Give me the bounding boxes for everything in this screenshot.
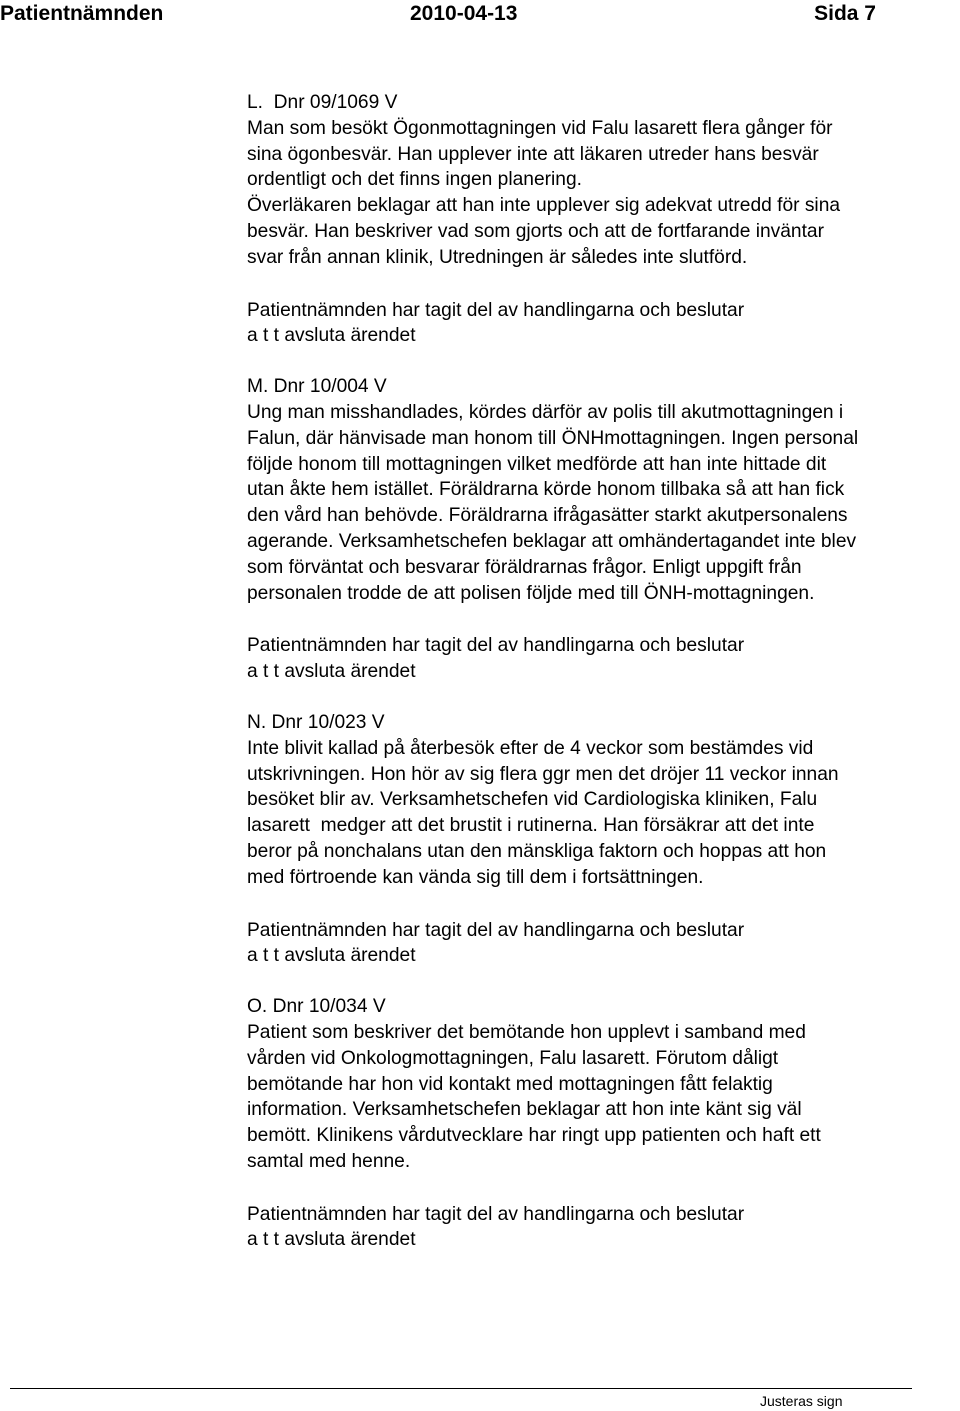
- header-page-number: Sida 7: [814, 2, 876, 25]
- decision-outcome: a t t avsluta ärendet: [247, 945, 416, 967]
- case-text-line: Falun, där hänvisade man honom till ÖNHmottagningen. Ingen personal: [247, 427, 859, 449]
- case-text-line: personalen trodde de att polisen följde med till ÖNH-mottagningen.: [247, 582, 815, 604]
- case-text-line: beror på nonchalans utan den mänskliga faktorn och hoppas att hon: [247, 840, 827, 862]
- case-id: O. Dnr 10/034 V: [247, 996, 386, 1018]
- case-decision: [247, 1202, 959, 1254]
- case-text-line: utan åkte hem istället. Föräldrarna körde honom tillbaka så att han fick: [247, 479, 845, 501]
- signature-line: [10, 1388, 912, 1389]
- decision-text: Patientnämnden har tagit del av handlingarna och beslutar: [247, 635, 745, 657]
- case-entry: [247, 710, 959, 891]
- case-text-line: ordentligt och det finns ingen planering.: [247, 169, 582, 191]
- case-text-line: Ung man misshandlades, kördes därför av polis till akutmottagningen i: [247, 401, 844, 423]
- case-text-line: Patient som beskriver det bemötande hon upplevt i samband med: [247, 1021, 806, 1043]
- case-decision: [247, 633, 959, 685]
- case-entry: [247, 90, 959, 271]
- case-text-line: information. Verksamhetschefen beklagar att hon inte känt sig väl: [247, 1099, 802, 1121]
- signature-label: Justeras sign: [760, 1393, 843, 1409]
- header-organization: Patientnämnden: [0, 2, 164, 25]
- case-text-line: svar från annan klinik, Utredningen är således inte slutförd.: [247, 246, 748, 268]
- decision-text: Patientnämnden har tagit del av handlingarna och beslutar: [247, 919, 745, 941]
- case-text-line: bemött. Klinikens vårdutvecklare har ringt upp patienten och haft ett: [247, 1125, 821, 1147]
- case-text-line: Överläkaren beklagar att han inte upplever sig adekvat utredd för sina: [247, 195, 841, 217]
- decision-text: Patientnämnden har tagit del av handlingarna och beslutar: [247, 1203, 745, 1225]
- decision-outcome: a t t avsluta ärendet: [247, 325, 416, 347]
- case-decision: [247, 918, 959, 970]
- case-decision: [247, 298, 959, 350]
- case-id: L. Dnr 09/1069 V: [247, 92, 398, 113]
- case-text-line: vården vid Onkologmottagningen, Falu lasarett. Förutom dåligt: [247, 1047, 779, 1069]
- decision-outcome: a t t avsluta ärendet: [247, 1229, 416, 1251]
- case-text-line: bemötande har hon vid kontakt med mottagningen fått felaktig: [247, 1073, 773, 1095]
- header-date: 2010-04-13: [410, 2, 518, 25]
- case-text-line: som förväntat och besvarar föräldrarnas frågor. Enligt uppgift från: [247, 556, 802, 578]
- case-text-line: följde honom till mottagningen vilket medförde att han inte hittade dit: [247, 453, 827, 475]
- case-text-line: den vård han behövde. Föräldrarna ifrågasätter starkt akutpersonalens: [247, 505, 848, 527]
- document-body: [247, 90, 959, 1278]
- case-text-line: samtal med henne.: [247, 1150, 411, 1172]
- decision-text: Patientnämnden har tagit del av handlingarna och beslutar: [247, 299, 745, 321]
- case-text-line: agerande. Verksamhetschefen beklagar att omhändertagandet inte blev: [247, 530, 857, 552]
- decision-outcome: a t t avsluta ärendet: [247, 661, 416, 683]
- case-text-line: Man som besökt Ögonmottagningen vid Falu lasarett flera gånger för: [247, 117, 833, 139]
- case-text-line: sina ögonbesvär. Han upplever inte att läkaren utreder hans besvär: [247, 143, 819, 165]
- case-id: M. Dnr 10/004 V: [247, 376, 387, 398]
- page-header: [0, 2, 960, 30]
- case-text-line: utskrivningen. Hon hör av sig flera ggr men det dröjer 11 veckor innan: [247, 763, 839, 785]
- case-text-line: besöket blir av. Verksamhetschefen vid Cardiologiska kliniken, Falu: [247, 789, 818, 811]
- case-text-line: lasarett medger att det brustit i rutinerna. Han försäkrar att det inte: [247, 815, 815, 837]
- case-id: N. Dnr 10/023 V: [247, 711, 385, 733]
- case-text-line: Inte blivit kallad på återbesök efter de 4 veckor som bestämdes vid: [247, 737, 814, 759]
- case-text-line: med förtroende kan vända sig till dem i fortsättningen.: [247, 866, 704, 888]
- case-entry: [247, 374, 959, 606]
- case-text-line: besvär. Han beskriver vad som gjorts och att de fortfarande inväntar: [247, 220, 824, 242]
- case-entry: [247, 994, 959, 1175]
